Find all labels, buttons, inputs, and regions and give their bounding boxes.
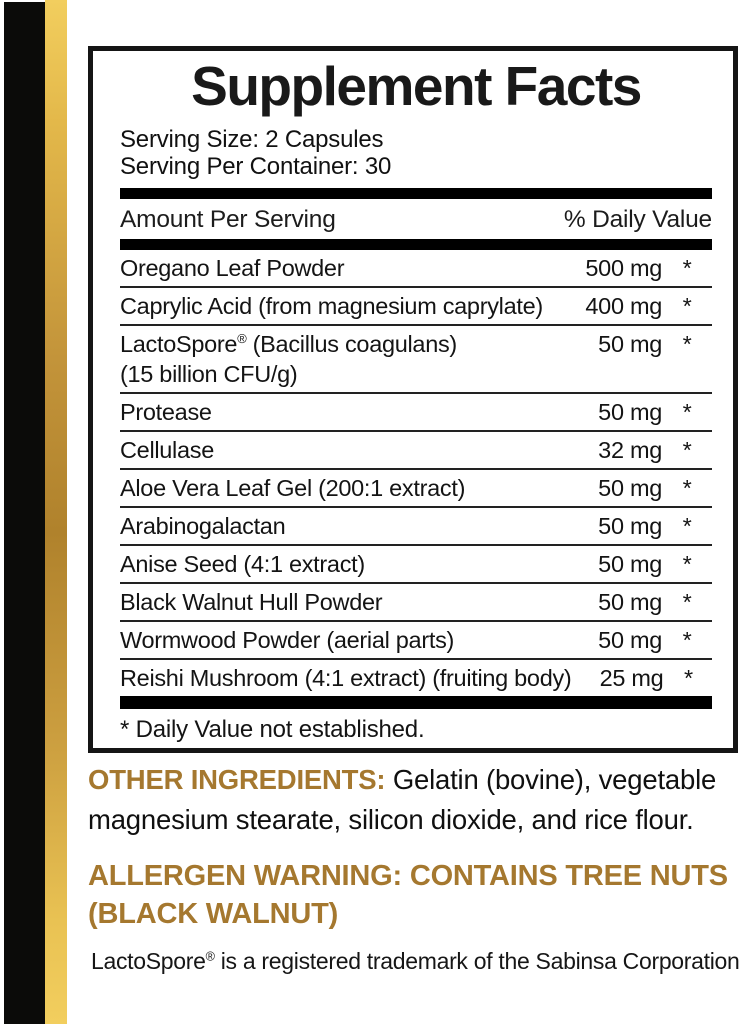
ingredient-row	[120, 432, 712, 470]
daily-value-asterisk: *	[682, 399, 692, 425]
ingredient-row	[120, 584, 712, 622]
ingredient-amount: 50 mg	[598, 589, 662, 615]
ingredient-name: Arabinogalactan	[120, 513, 286, 539]
panel-title: Supplement Facts	[191, 55, 641, 117]
ingredient-row	[120, 470, 712, 508]
daily-value-asterisk: *	[682, 331, 692, 357]
daily-value-asterisk: *	[682, 627, 692, 653]
ingredient-amount: 500 mg	[585, 255, 662, 281]
ingredient-amount: 50 mg	[598, 399, 662, 425]
ingredient-name: LactoSpore® (Bacillus coagulans) (15 billion CFU/g)	[120, 329, 570, 389]
ingredient-name: Cellulase	[120, 437, 214, 463]
divider-bar-top	[120, 188, 712, 199]
left-black-bar	[4, 2, 45, 1024]
ingredient-row	[120, 394, 712, 432]
divider-bar-bottom	[120, 696, 712, 709]
other-ingredients	[88, 760, 750, 840]
ingredient-amount: 25 mg	[599, 665, 664, 691]
ingredient-amount: 32 mg	[598, 437, 662, 463]
column-header-row	[120, 199, 712, 239]
ingredient-name: Wormwood Powder (aerial parts)	[120, 627, 455, 653]
ingredient-row	[120, 508, 712, 546]
ingredient-name: Aloe Vera Leaf Gel (200:1 extract)	[120, 475, 466, 501]
ingredient-amount: 50 mg	[598, 475, 662, 501]
daily-value-asterisk: *	[682, 255, 692, 281]
ingredient-row	[120, 326, 712, 394]
serving-size: Serving Size: 2 Capsules	[120, 126, 384, 153]
ingredient-name: Oregano Leaf Powder	[120, 255, 345, 281]
other-ingredients-label: OTHER INGREDIENTS:	[88, 764, 386, 795]
daily-value-asterisk: *	[682, 513, 692, 539]
ingredient-name: Protease	[120, 399, 212, 425]
trademark-note: LactoSpore® is a registered trademark of the Sabinsa Corporation	[91, 948, 740, 974]
ingredient-name: Black Walnut Hull Powder	[120, 589, 383, 615]
daily-value-footnote: * Daily Value not established.	[120, 716, 425, 743]
daily-value-header: % Daily Value	[563, 206, 712, 233]
ingredient-row	[120, 660, 712, 696]
ingredient-row	[120, 546, 712, 584]
ingredient-name-line2: (15 billion CFU/g)	[120, 361, 298, 387]
other-ingredients-text: Gelatin (bovine), vegetable magnesium stearate, silicon dioxide, and rice flour.	[88, 764, 717, 835]
daily-value-asterisk: *	[682, 437, 692, 463]
ingredient-amount: 50 mg	[598, 551, 662, 577]
left-gold-stripe	[45, 0, 67, 1024]
supplement-facts-panel	[88, 46, 738, 753]
daily-value-asterisk: *	[682, 551, 692, 577]
daily-value-asterisk: *	[682, 293, 692, 319]
divider-bar-header	[120, 239, 712, 250]
servings-per-container: Serving Per Container: 30	[120, 153, 392, 180]
daily-value-asterisk: *	[682, 475, 692, 501]
ingredient-rows	[120, 250, 712, 696]
ingredient-row	[120, 250, 712, 288]
ingredient-name: Reishi Mushroom (4:1 extract) (fruiting body)	[120, 665, 572, 691]
ingredient-amount: 400 mg	[585, 293, 662, 319]
ingredient-name: Caprylic Acid (from magnesium caprylate)	[120, 293, 543, 319]
allergen-warning: ALLERGEN WARNING: CONTAINS TREE NUTS (BLACK WALNUT)	[88, 860, 728, 930]
ingredient-amount: 50 mg	[598, 513, 662, 539]
ingredient-name: Anise Seed (4:1 extract)	[120, 551, 365, 577]
ingredient-amount: 50 mg	[598, 331, 662, 357]
daily-value-asterisk: *	[684, 665, 693, 691]
ingredient-row	[120, 288, 712, 326]
ingredient-row	[120, 622, 712, 660]
amount-per-serving-header: Amount Per Serving	[120, 206, 336, 233]
daily-value-asterisk: *	[682, 589, 692, 615]
ingredient-amount: 50 mg	[598, 627, 662, 653]
